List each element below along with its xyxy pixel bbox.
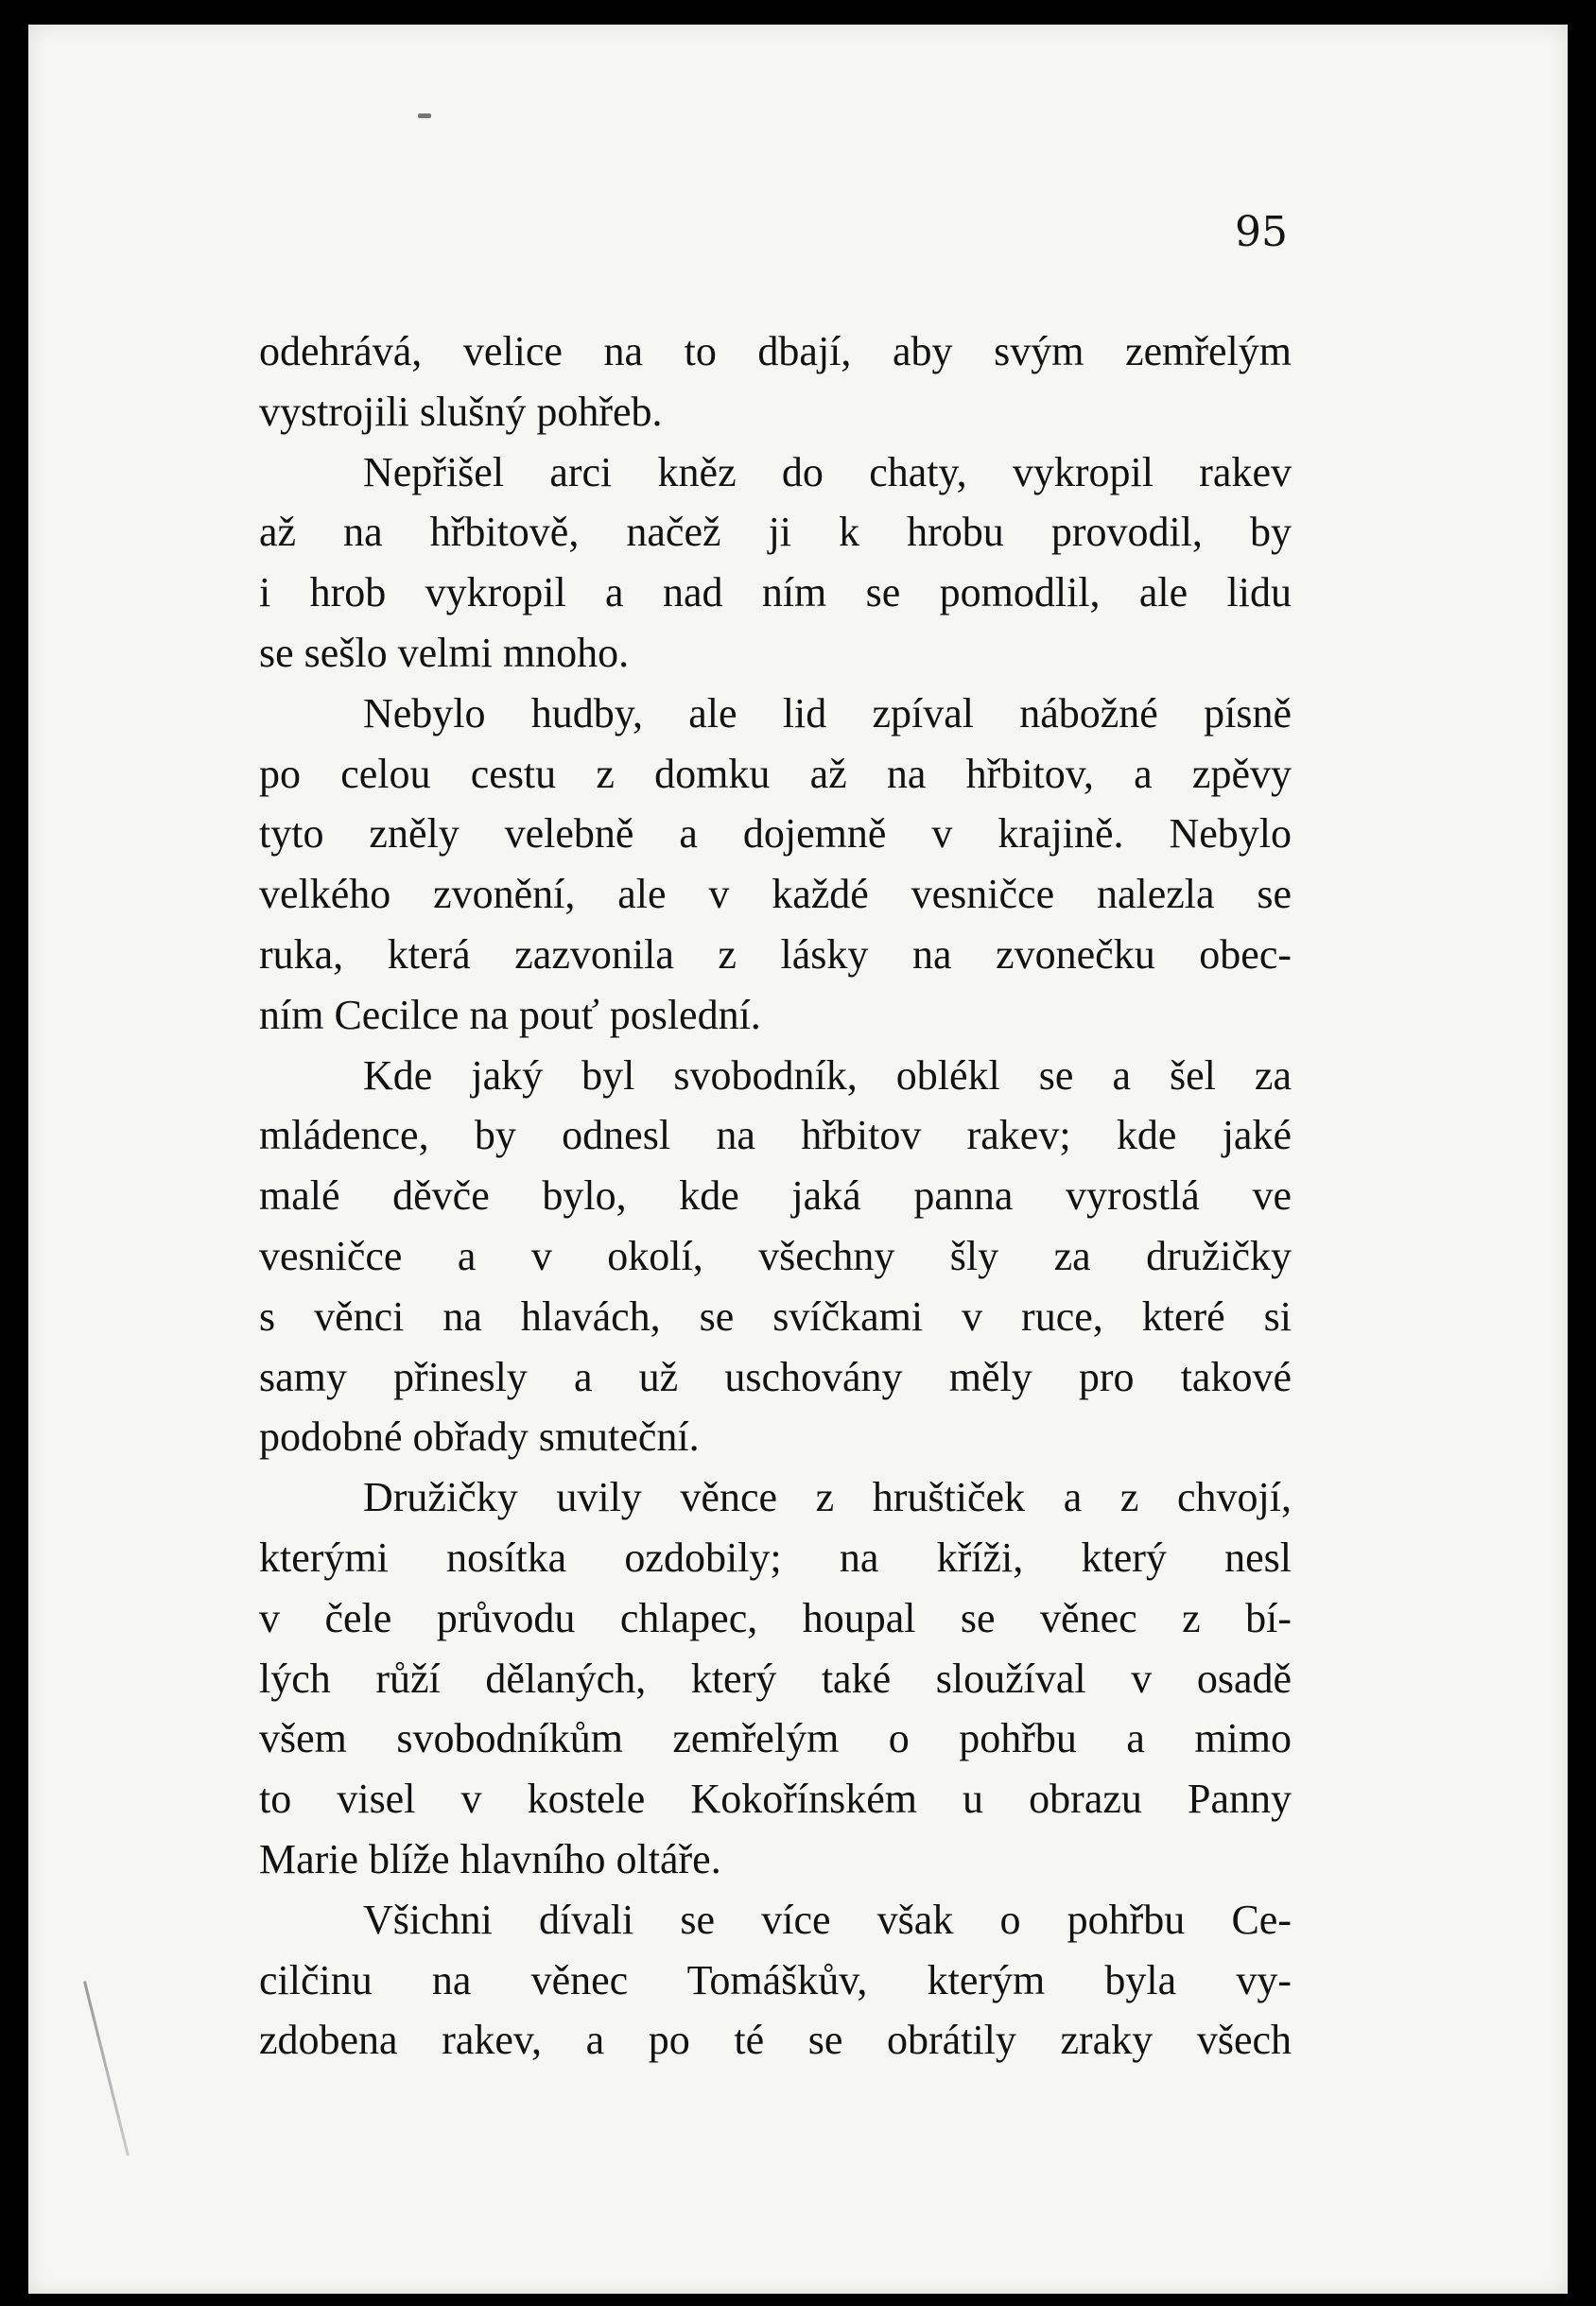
text-line: s věnci na hlavách, se svíčkami v ruce, které si: [259, 1292, 1292, 1340]
text-line: podobné obřady smuteční.: [259, 1413, 700, 1461]
text-line: odehrává, velice na to dbají, aby svým zemřelým: [259, 328, 1292, 374]
text-line: Družičky uvily věnce z hruštiček a z chvojí,: [363, 1474, 1292, 1521]
text-line: mládence, by odnesl na hřbitov rakev; kde jaké: [259, 1112, 1292, 1159]
text-line: v čele průvodu chlapec, houpal se věnec z bí-: [259, 1594, 1292, 1641]
text-line: po celou cestu z domku až na hřbitov, a zpěvy: [259, 750, 1292, 797]
text-line: se sešlo velmi mnoho.: [259, 629, 630, 676]
text-line: velkého zvonění, ale v každé vesničce nalezla se: [259, 871, 1292, 918]
text-line: Nebylo hudby, ale lid zpíval nábožné písně: [363, 689, 1292, 737]
text-line: lých růží dělaných, který také sloužíval v osadě: [259, 1655, 1292, 1702]
book-page: [28, 25, 1568, 2294]
scan-edge-mark: [83, 1981, 130, 2156]
text-line: ruka, která zazvonila z lásky na zvonečku obec-: [259, 930, 1292, 978]
text-line: to visel v kostele Kokořínském u obrazu Panny: [259, 1776, 1292, 1823]
text-line: cilčinu na věnec Tomáškův, kterým byla vy-: [259, 1956, 1292, 2003]
body-text: [259, 321, 1292, 2071]
text-line: Nepřišel arci kněz do chaty, vykropil rakev: [363, 448, 1292, 495]
text-line: Marie blíže hlavního oltáře.: [259, 1835, 721, 1882]
text-line: samy přinesly a už uschovány měly pro takové: [259, 1353, 1292, 1400]
text-line: Všichni dívali se více však o pohřbu Ce-: [363, 1896, 1292, 1943]
text-line: zdobena rakev, a po té se obrátily zraky všech: [259, 2017, 1292, 2064]
text-line: vesničce a v okolí, všechny šly za družičky: [259, 1232, 1292, 1279]
text-line: tyto zněly velebně a dojemně v krajině. Nebylo: [259, 810, 1292, 858]
text-line: kterými nosítka ozdobily; na kříži, který nesl: [259, 1534, 1292, 1581]
text-line: malé děvče bylo, kde jaká panna vyrostlá ve: [259, 1172, 1292, 1220]
text-line: vystrojili slušný pohřeb.: [259, 388, 663, 435]
text-line: i hrob vykropil a nad ním se pomodlil, ale lidu: [259, 569, 1292, 616]
scan-speck: [418, 113, 431, 118]
text-line: ním Cecilce na pouť poslední.: [259, 991, 761, 1038]
page-number: 95: [1235, 208, 1288, 256]
text-line: Kde jaký byl svobodník, oblékl se a šel za: [363, 1051, 1292, 1099]
text-line: až na hřbitově, načež ji k hrobu provodil, by: [259, 509, 1292, 556]
text-line: všem svobodníkům zemřelým o pohřbu a mimo: [259, 1715, 1292, 1762]
